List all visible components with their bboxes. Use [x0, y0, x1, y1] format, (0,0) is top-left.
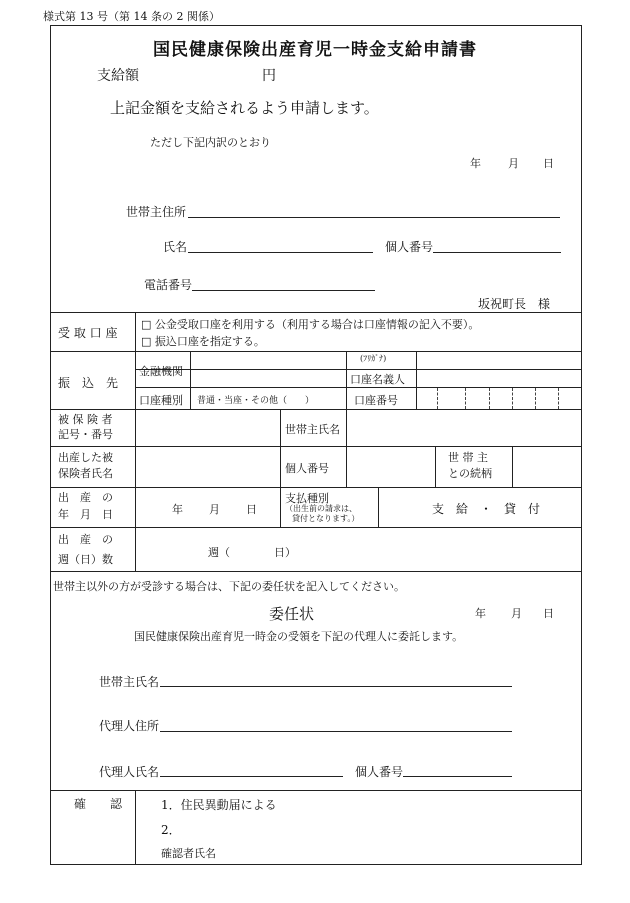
- applicant-personal-number-field[interactable]: [433, 252, 561, 253]
- agent-name-label: 代理人氏名: [99, 765, 160, 779]
- delegation-day: 日: [543, 607, 554, 620]
- col-divider: [435, 446, 436, 487]
- householder-address-label: 世帯主住所: [126, 205, 187, 219]
- insured-personal-number-label: 個人番号: [285, 462, 329, 475]
- birth-date-label-1: 出 産 の: [58, 491, 113, 504]
- bank-label: 金融機関: [139, 365, 183, 378]
- agent-personal-number-field[interactable]: [403, 776, 512, 777]
- row-divider: [135, 387, 582, 388]
- weeks-label-2: 週（日）数: [58, 553, 113, 566]
- pay-type-options[interactable]: 支 給 ・ 貸 付: [432, 502, 541, 516]
- date-year: 年: [470, 157, 481, 170]
- col-divider: [378, 487, 379, 527]
- birth-date-label-2: 年 月 日: [58, 508, 113, 521]
- confirmation-item-2: 2．: [161, 823, 181, 837]
- delegation-heading: 委任状: [269, 605, 315, 623]
- account-number-label: 口座番号: [354, 394, 398, 407]
- delegation-householder-name-field[interactable]: [160, 686, 512, 687]
- relation-label-1: 世 帯 主: [448, 451, 488, 464]
- table-top-border: [50, 312, 582, 313]
- delegation-year: 年: [475, 607, 486, 620]
- pay-type-note-2: 貸付となります。）: [292, 514, 360, 523]
- amount-unit: 円: [262, 68, 276, 84]
- account-digit-divider: [465, 388, 466, 409]
- col-divider: [190, 351, 191, 409]
- phone-label: 電話番号: [144, 278, 193, 292]
- row-divider: [50, 571, 582, 572]
- pay-type-label: 支払種別: [285, 492, 329, 505]
- pay-type-note-1: （出生前の請求は、: [285, 504, 357, 513]
- account-digit-divider: [489, 388, 490, 409]
- col-divider: [346, 409, 347, 487]
- breakdown-note: ただし下記内訳のとおり: [150, 136, 271, 149]
- row-divider: [50, 487, 582, 488]
- weeks-label-1: 出 産 の: [58, 533, 113, 546]
- birth-day: 日: [246, 503, 257, 516]
- birth-month: 月: [209, 503, 220, 516]
- date-day: 日: [543, 157, 554, 170]
- account-digit-divider: [512, 388, 513, 409]
- form-frame: [50, 25, 582, 865]
- row-divider: [50, 351, 582, 352]
- account-option-transfer[interactable]: □ 振込口座を指定する。: [141, 335, 265, 348]
- householder-address-field[interactable]: [188, 217, 560, 218]
- form-title: 国民健康保険出産育児一時金支給申請書: [153, 40, 477, 60]
- insured-number-label-2: 記号・番号: [58, 428, 113, 441]
- agent-address-field[interactable]: [160, 731, 512, 732]
- relation-label-2: との続柄: [448, 467, 492, 480]
- agent-name-field[interactable]: [160, 776, 343, 777]
- furigana-label: (ﾌﾘｶﾞﾅ): [360, 354, 387, 363]
- birth-year: 年: [172, 503, 183, 516]
- delegation-statement: 国民健康保険出産育児一時金の受領を下記の代理人に委託します。: [134, 630, 464, 643]
- delegation-householder-name-label: 世帯主氏名: [99, 675, 160, 689]
- delegation-note: 世帯主以外の方が受診する場合は、下記の委任状を記入してください。: [53, 580, 405, 593]
- phone-field[interactable]: [192, 290, 375, 291]
- applicant-personal-number-label: 個人番号: [385, 240, 434, 254]
- weeks-value: 週（ 日）: [208, 546, 296, 559]
- account-digit-divider: [437, 388, 438, 409]
- label-column-divider: [135, 790, 136, 865]
- birth-insured-name-label-1: 出産した被: [58, 451, 113, 464]
- row-divider: [50, 790, 582, 791]
- insured-number-label-1: 被 保 険 者: [58, 413, 113, 426]
- account-type-options[interactable]: 普通・当座・その他（ ）: [197, 396, 315, 406]
- account-digit-divider: [535, 388, 536, 409]
- householder-name-cell-label: 世帯主氏名: [285, 423, 340, 436]
- row-divider: [50, 409, 582, 410]
- request-text: 上記金額を支給されるよう申請します。: [110, 99, 379, 117]
- account-holder-label: 口座名義人: [350, 373, 405, 386]
- confirmer-name-label: 確認者氏名: [161, 847, 216, 860]
- col-divider: [416, 351, 417, 409]
- agent-address-label: 代理人住所: [99, 719, 160, 733]
- birth-insured-name-label-2: 保険者氏名: [58, 467, 113, 480]
- account-label: 受 取 口 座: [58, 326, 118, 340]
- agent-personal-number-label: 個人番号: [355, 765, 404, 779]
- row-divider: [50, 446, 582, 447]
- label-column-divider: [135, 312, 136, 571]
- col-divider: [346, 351, 347, 409]
- applicant-name-field[interactable]: [188, 252, 373, 253]
- account-option-public[interactable]: □ 公金受取口座を利用する（利用する場合は口座情報の記入不要）。: [141, 318, 480, 331]
- date-month: 月: [508, 157, 519, 170]
- row-divider: [50, 527, 582, 528]
- addressee: 坂祝町長 様: [478, 297, 551, 311]
- confirmation-item-1: 1．住民異動届による: [161, 798, 277, 812]
- col-divider: [280, 409, 281, 527]
- form-number: 様式第 13 号（第 14 条の 2 関係）: [43, 10, 220, 23]
- account-type-label: 口座種別: [139, 394, 183, 407]
- amount-label: 支給額: [97, 68, 139, 84]
- delegation-month: 月: [511, 607, 522, 620]
- confirmation-label: 確 認: [74, 797, 123, 811]
- account-digit-divider: [558, 388, 559, 409]
- applicant-name-label: 氏名: [163, 240, 188, 254]
- row-divider: [135, 369, 582, 370]
- transfer-label: 振 込 先: [58, 376, 119, 390]
- col-divider: [512, 446, 513, 487]
